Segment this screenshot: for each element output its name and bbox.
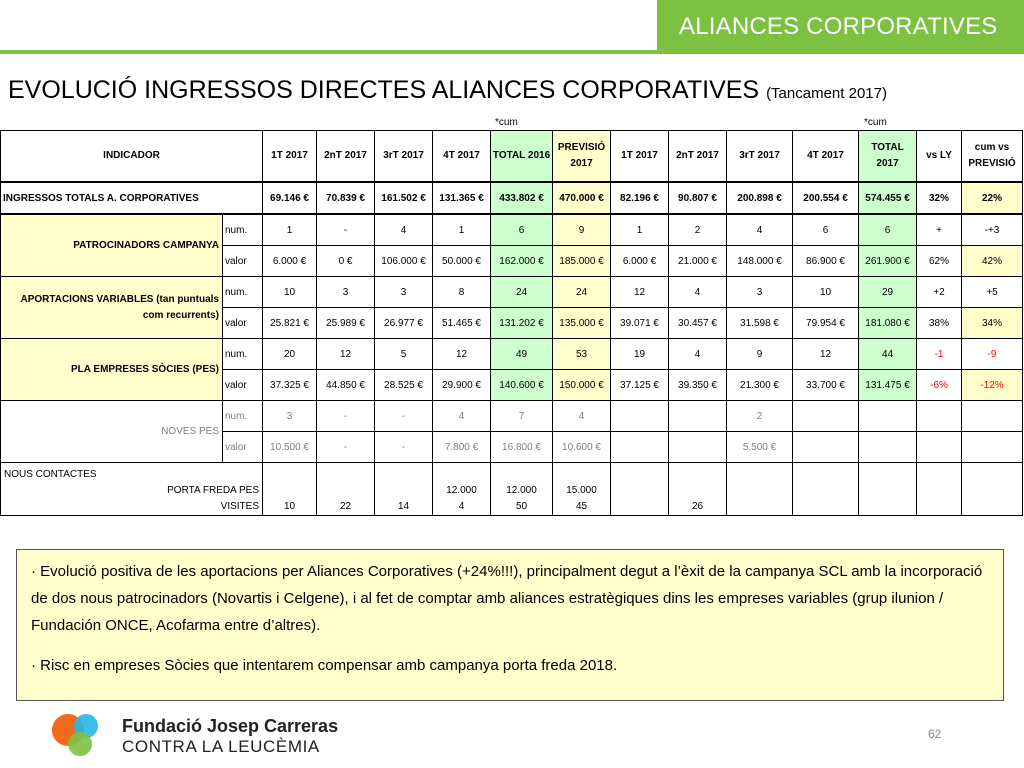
data-cell: 21.300 € — [727, 370, 793, 401]
contacts-label — [1, 463, 263, 516]
contacts-cell — [962, 463, 1023, 516]
contacts-cell — [491, 463, 553, 516]
data-cell: 10 — [263, 277, 317, 308]
group-label: APORTACIONS VARIABLES (tan puntuals com recurrents) — [1, 277, 223, 339]
contacts-visits-value: 10 — [283, 501, 296, 512]
data-cell: 51.465 € — [433, 308, 491, 339]
foundation-logo-icon — [48, 708, 108, 758]
contacts-row — [1, 463, 1023, 516]
column-header: 2nT 2017 — [317, 131, 375, 183]
data-cell — [669, 432, 727, 463]
data-cell: -12% — [962, 370, 1023, 401]
column-header: 4T 2017 — [433, 131, 491, 183]
contacts-cold-value: 15.000 — [566, 485, 597, 496]
totals-label: INGRESSOS TOTALS A. CORPORATIVES — [1, 182, 263, 214]
data-cell: 4 — [375, 214, 433, 246]
data-cell: 50.000 € — [433, 246, 491, 277]
section-banner-label: ALIANCES CORPORATIVES — [679, 13, 998, 40]
totals-row — [1, 182, 1023, 214]
data-cell — [859, 401, 917, 432]
table-row — [1, 339, 1023, 370]
column-header: TOTAL 2017 — [859, 131, 917, 183]
row-type-label: num. — [223, 277, 263, 308]
commentary-note-2: · Risc en empreses Sòcies que intentarem compensar amb campanya porta freda 2018. — [31, 657, 618, 674]
data-cell: 7 — [491, 401, 553, 432]
data-cell: 4 — [669, 277, 727, 308]
data-cell: - — [375, 432, 433, 463]
cum-label-2016: *cum — [495, 117, 518, 128]
column-header: vs LY — [917, 131, 962, 183]
contacts-cold-value: 12.000 — [446, 485, 477, 496]
row-type-label: valor — [223, 432, 263, 463]
data-cell: 3 — [727, 277, 793, 308]
data-cell: 33.700 € — [793, 370, 859, 401]
data-cell: 8 — [433, 277, 491, 308]
data-cell: - — [317, 401, 375, 432]
contacts-line-visits: VISITES — [220, 501, 260, 512]
row-type-label: num. — [223, 401, 263, 432]
data-cell: 44 — [859, 339, 917, 370]
org-tagline: CONTRA LA LEUCÈMIA — [122, 737, 320, 756]
data-cell: - — [317, 214, 375, 246]
data-cell: - — [317, 432, 375, 463]
data-cell — [611, 432, 669, 463]
data-cell: 3 — [317, 277, 375, 308]
data-cell: 140.600 € — [491, 370, 553, 401]
data-cell: 5.500 € — [727, 432, 793, 463]
data-cell: 4 — [669, 339, 727, 370]
data-cell: 131.475 € — [859, 370, 917, 401]
data-cell: +2 — [917, 277, 962, 308]
data-cell — [793, 401, 859, 432]
data-cell: 3 — [375, 277, 433, 308]
totals-cell: 70.839 € — [317, 182, 375, 214]
data-cell: - — [375, 401, 433, 432]
data-cell: 4 — [727, 214, 793, 246]
data-cell: 10.500 € — [263, 432, 317, 463]
contacts-cell — [263, 463, 317, 516]
data-cell: 42% — [962, 246, 1023, 277]
data-cell: 106.000 € — [375, 246, 433, 277]
totals-cell: 131.365 € — [433, 182, 491, 214]
totals-cell: 69.146 € — [263, 182, 317, 214]
data-cell: 24 — [491, 277, 553, 308]
revenue-table — [0, 130, 1023, 516]
section-banner — [657, 0, 1024, 54]
table-row — [1, 401, 1023, 432]
data-cell: 38% — [917, 308, 962, 339]
data-cell: 16.800 € — [491, 432, 553, 463]
totals-cell: 200.554 € — [793, 182, 859, 214]
data-cell: 44.850 € — [317, 370, 375, 401]
data-cell — [917, 401, 962, 432]
totals-cell: 470.000 € — [553, 182, 611, 214]
data-cell: 1 — [611, 214, 669, 246]
contacts-title: NOUS CONTACTES — [4, 469, 97, 480]
totals-cell: 82.196 € — [611, 182, 669, 214]
table-row — [1, 277, 1023, 308]
page-title-main: EVOLUCIÓ INGRESSOS DIRECTES ALIANCES CORPORATIVES — [8, 76, 760, 104]
data-cell — [669, 401, 727, 432]
data-cell: 37.125 € — [611, 370, 669, 401]
data-cell: 79.954 € — [793, 308, 859, 339]
data-cell: 39.350 € — [669, 370, 727, 401]
data-cell: 3 — [263, 401, 317, 432]
totals-cell: 22% — [962, 182, 1023, 214]
data-cell — [962, 401, 1023, 432]
data-cell — [962, 432, 1023, 463]
data-cell: 28.525 € — [375, 370, 433, 401]
totals-cell: 161.502 € — [375, 182, 433, 214]
data-cell: 20 — [263, 339, 317, 370]
data-cell: 150.000 € — [553, 370, 611, 401]
data-cell: 12 — [317, 339, 375, 370]
column-header: 2nT 2017 — [669, 131, 727, 183]
totals-cell: 32% — [917, 182, 962, 214]
data-cell: 6 — [793, 214, 859, 246]
data-cell: 6.000 € — [611, 246, 669, 277]
contacts-cell — [375, 463, 433, 516]
contacts-visits-value: 45 — [575, 501, 588, 512]
data-cell: 181.080 € — [859, 308, 917, 339]
contacts-cell — [727, 463, 793, 516]
data-cell: 261.900 € — [859, 246, 917, 277]
totals-cell: 574.455 € — [859, 182, 917, 214]
data-cell: -6% — [917, 370, 962, 401]
page-number: 62 — [928, 727, 942, 741]
commentary-box — [16, 549, 1004, 701]
data-cell: 5 — [375, 339, 433, 370]
data-cell: 9 — [553, 214, 611, 246]
contacts-cell — [433, 463, 491, 516]
data-cell: 39.071 € — [611, 308, 669, 339]
column-header: 1T 2017 — [263, 131, 317, 183]
data-cell: -9 — [962, 339, 1023, 370]
data-cell: 6 — [491, 214, 553, 246]
data-cell: + — [917, 214, 962, 246]
data-cell: 131.202 € — [491, 308, 553, 339]
column-header: 3rT 2017 — [727, 131, 793, 183]
contacts-cold-value: 12.000 — [506, 485, 537, 496]
column-header: PREVISIÓ 2017 — [553, 131, 611, 183]
org-name: Fundació Josep Carreras — [122, 716, 339, 736]
data-cell — [793, 432, 859, 463]
data-cell: 4 — [433, 401, 491, 432]
data-cell: 49 — [491, 339, 553, 370]
data-cell: 25.989 € — [317, 308, 375, 339]
contacts-cell — [793, 463, 859, 516]
data-cell: -+3 — [962, 214, 1023, 246]
page-title — [8, 76, 887, 105]
row-type-label: num. — [223, 339, 263, 370]
data-cell: 34% — [962, 308, 1023, 339]
data-cell: 29 — [859, 277, 917, 308]
data-cell: 53 — [553, 339, 611, 370]
data-cell: 25.821 € — [263, 308, 317, 339]
contacts-visits-value: 50 — [515, 501, 528, 512]
contacts-cell — [669, 463, 727, 516]
data-cell: 9 — [727, 339, 793, 370]
data-cell — [859, 432, 917, 463]
data-cell: 10 — [793, 277, 859, 308]
data-cell: 135.000 € — [553, 308, 611, 339]
data-cell: 185.000 € — [553, 246, 611, 277]
contacts-visits-value: 22 — [339, 501, 352, 512]
data-cell: 30.457 € — [669, 308, 727, 339]
column-header: cum vs PREVISIÓ — [962, 131, 1023, 183]
column-header: TOTAL 2016 — [491, 131, 553, 183]
revenue-table-body — [1, 131, 1023, 516]
data-cell: 10.600 € — [553, 432, 611, 463]
data-cell: 7.800 € — [433, 432, 491, 463]
contacts-cell — [611, 463, 669, 516]
contacts-cell — [553, 463, 611, 516]
row-type-label: num. — [223, 214, 263, 246]
data-cell: 26.977 € — [375, 308, 433, 339]
totals-cell: 200.898 € — [727, 182, 793, 214]
data-cell: 19 — [611, 339, 669, 370]
group-label: PATROCINADORS CAMPANYA — [1, 214, 223, 277]
totals-cell: 90.807 € — [669, 182, 727, 214]
column-header: 3rT 2017 — [375, 131, 433, 183]
data-cell: 0 € — [317, 246, 375, 277]
data-cell: 2 — [669, 214, 727, 246]
data-cell: 12 — [611, 277, 669, 308]
totals-cell: 433.802 € — [491, 182, 553, 214]
contacts-visits-value: 4 — [458, 501, 465, 512]
contacts-line-cold-calls: PORTA FREDA PES — [167, 485, 260, 496]
table-row — [1, 214, 1023, 246]
data-cell: 2 — [727, 401, 793, 432]
data-cell: 12 — [433, 339, 491, 370]
data-cell: +5 — [962, 277, 1023, 308]
data-cell: 12 — [793, 339, 859, 370]
data-cell: 148.000 € — [727, 246, 793, 277]
data-cell: 31.598 € — [727, 308, 793, 339]
commentary-note-1: · Evolució positiva de les aportacions per Aliances Corporatives (+24%!!!), principalment degut a l’èxit de la campanya SCL amb la incorporació de dos nous patrocinadors (Novartis i Celgene), i al fet de comptar amb aliances estratègiques dins les empreses variables (grup ilunion / Fundación ONCE, Acofarma entre d’altres). — [31, 563, 983, 634]
data-cell: 62% — [917, 246, 962, 277]
data-cell: 1 — [433, 214, 491, 246]
data-cell — [611, 401, 669, 432]
cum-label-2017: *cum — [864, 117, 887, 128]
contacts-cell — [859, 463, 917, 516]
contacts-visits-value: 14 — [397, 501, 410, 512]
contacts-visits-value: 26 — [691, 501, 704, 512]
row-type-label: valor — [223, 308, 263, 339]
data-cell: -1 — [917, 339, 962, 370]
header-row — [1, 131, 1023, 183]
contacts-cell — [317, 463, 375, 516]
column-header: INDICADOR — [1, 131, 263, 183]
data-cell: 162.000 € — [491, 246, 553, 277]
data-cell: 1 — [263, 214, 317, 246]
data-cell: 6 — [859, 214, 917, 246]
page-title-sub: (Tancament 2017) — [766, 85, 887, 102]
data-cell: 37.325 € — [263, 370, 317, 401]
row-type-label: valor — [223, 370, 263, 401]
data-cell: 86.900 € — [793, 246, 859, 277]
row-type-label: valor — [223, 246, 263, 277]
contacts-cell — [917, 463, 962, 516]
data-cell — [917, 432, 962, 463]
column-header: 1T 2017 — [611, 131, 669, 183]
column-header: 4T 2017 — [793, 131, 859, 183]
data-cell: 4 — [553, 401, 611, 432]
group-label: NOVES PES — [1, 401, 223, 463]
data-cell: 24 — [553, 277, 611, 308]
group-label: PLA EMPRESES SÒCIES (PES) — [1, 339, 223, 401]
data-cell: 29.900 € — [433, 370, 491, 401]
data-cell: 21.000 € — [669, 246, 727, 277]
data-cell: 6.000 € — [263, 246, 317, 277]
